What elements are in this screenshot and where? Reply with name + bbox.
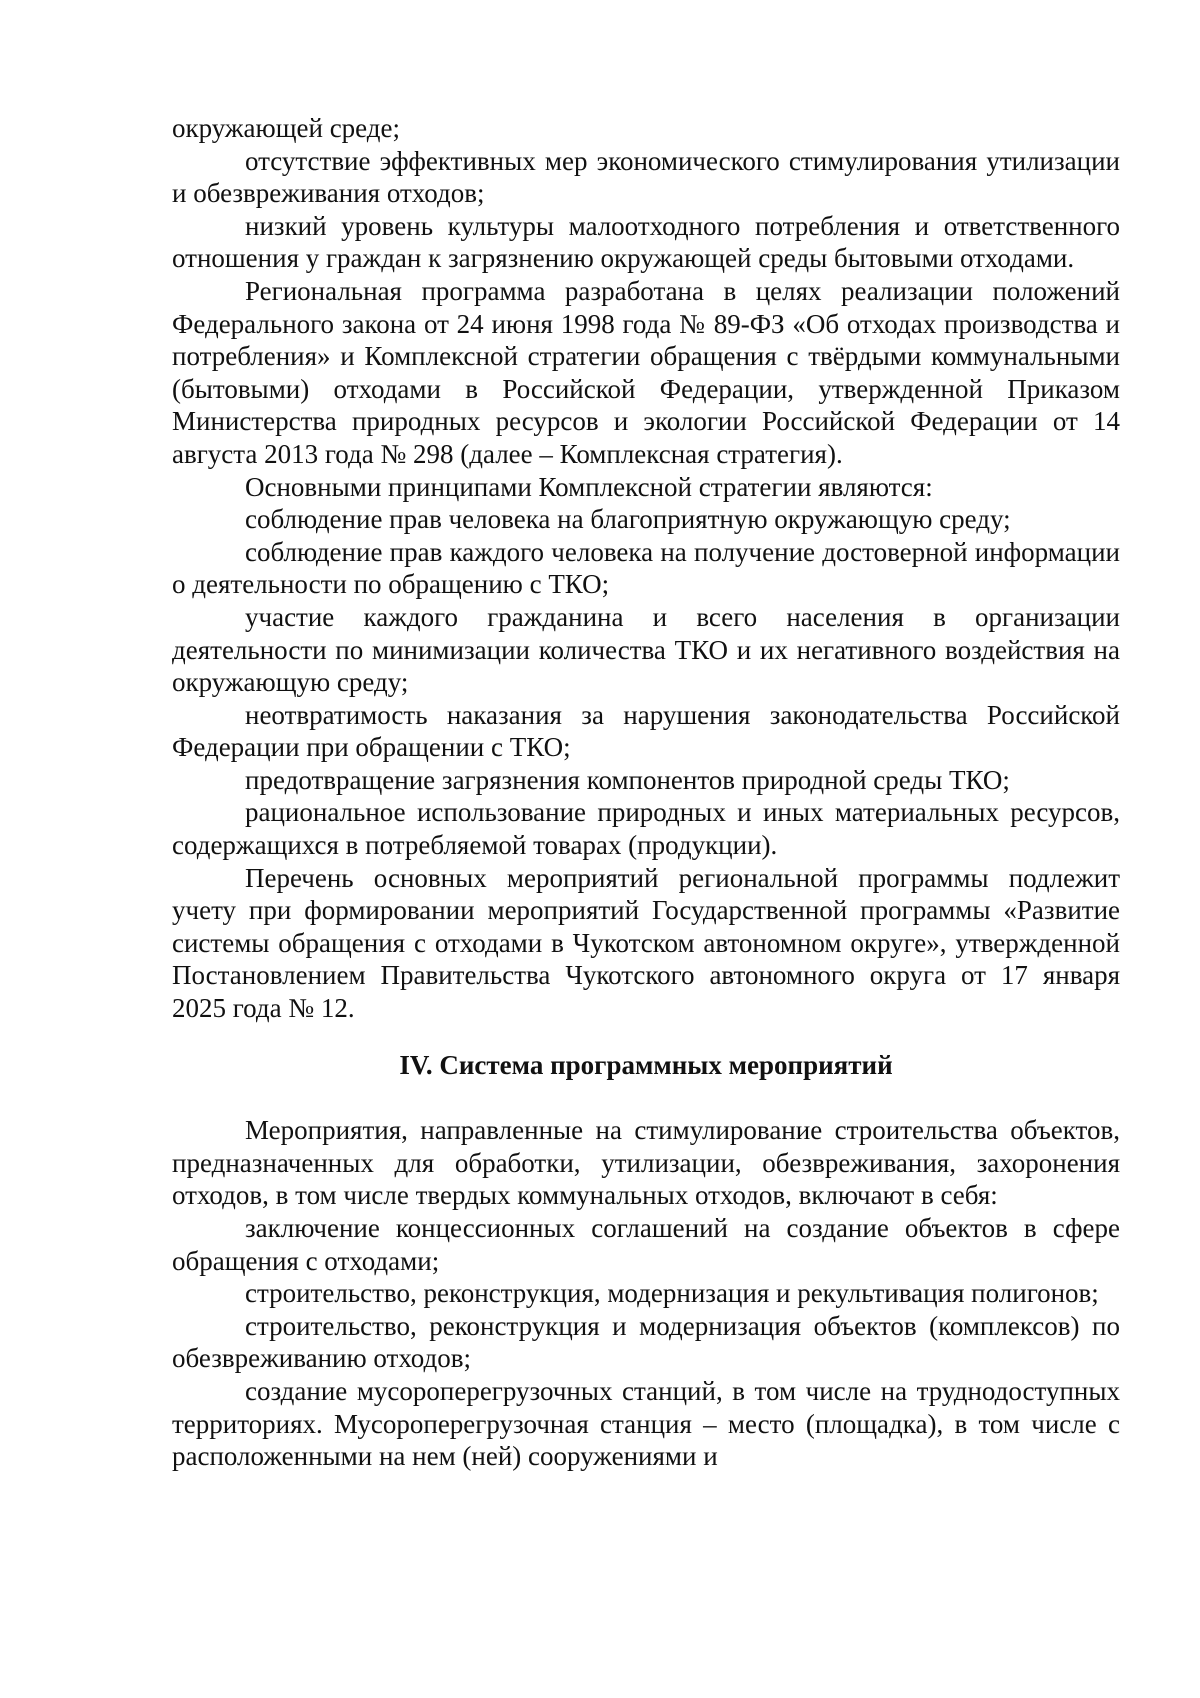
paragraph: низкий уровень культуры малоотходного потребления и ответственного отношения у граждан к загрязнению окружающей среды бытовыми отходами. xyxy=(172,210,1120,274)
paragraph: Перечень основных мероприятий региональной программы подлежит учету при формировании мероприятий Государственной программы «Развитие системы обращения с отходами в Чукотском автономном округе», утвержденной Постановлением Правительства Чукотского автономного округа от 17 января 2025 года № 12. xyxy=(172,862,1120,1024)
paragraph: Региональная программа разработана в целях реализации положений Федерального закона от 24 июня 1998 года № 89-ФЗ «Об отходах производства и потребления» и Комплексной стратегии обращения с твёрдыми коммунальными (бытовыми) отходами в Российской Федерации, утвержденной Приказом Министерства природных ресурсов и экологии Российской Федерации от 14 августа 2013 года № 298 (далее – Комплексная стратегия). xyxy=(172,275,1120,469)
paragraph: строительство, реконструкция, модернизация и рекультивация полигонов; xyxy=(245,1278,1099,1309)
paragraph-continuation: окружающей среде; xyxy=(172,113,401,143)
paragraph: создание мусороперегрузочных станций, в том числе на труднодоступных территориях. Мусороперегрузочная станция – место (площадка), в том числе с расположенными на нем (ней) сооружениями и xyxy=(172,1375,1120,1472)
paragraph: Основными принципами Комплексной стратегии являются: xyxy=(245,471,933,502)
section-heading: IV. Система программных мероприятий xyxy=(399,1049,893,1080)
paragraph: отсутствие эффективных мер экономического стимулирования утилизации и обезвреживания отходов; xyxy=(172,145,1120,209)
document-body xyxy=(172,112,1120,1473)
paragraph: рациональное использование природных и иных материальных ресурсов, содержащихся в потребляемой товарах (продукции). xyxy=(172,797,1120,861)
paragraph: Мероприятия, направленные на стимулирование строительства объектов, предназначенных для обработки, утилизации, обезвреживания, захоронения отходов, в том числе твердых коммунальных отходов, включают в себя: xyxy=(172,1115,1120,1211)
paragraph: предотвращение загрязнения компонентов природной среды ТКО; xyxy=(245,764,1010,795)
paragraph: строительство, реконструкция и модернизация объектов (комплексов) по обезвреживанию отходов; xyxy=(172,1310,1120,1374)
paragraph: участие каждого гражданина и всего населения в организации деятельности по минимизации количества ТКО и их негативного воздействия на окружающую среду; xyxy=(172,601,1120,698)
paragraph: соблюдение прав человека на благоприятную окружающую среду; xyxy=(245,504,1011,535)
paragraph: неотвратимость наказания за нарушения законодательства Российской Федерации при обращении с ТКО; xyxy=(172,699,1120,763)
paragraph: соблюдение прав каждого человека на получение достоверной информации о деятельности по обращению с ТКО; xyxy=(172,536,1120,600)
paragraph: заключение концессионных соглашений на создание объектов в сфере обращения с отходами; xyxy=(172,1213,1120,1276)
